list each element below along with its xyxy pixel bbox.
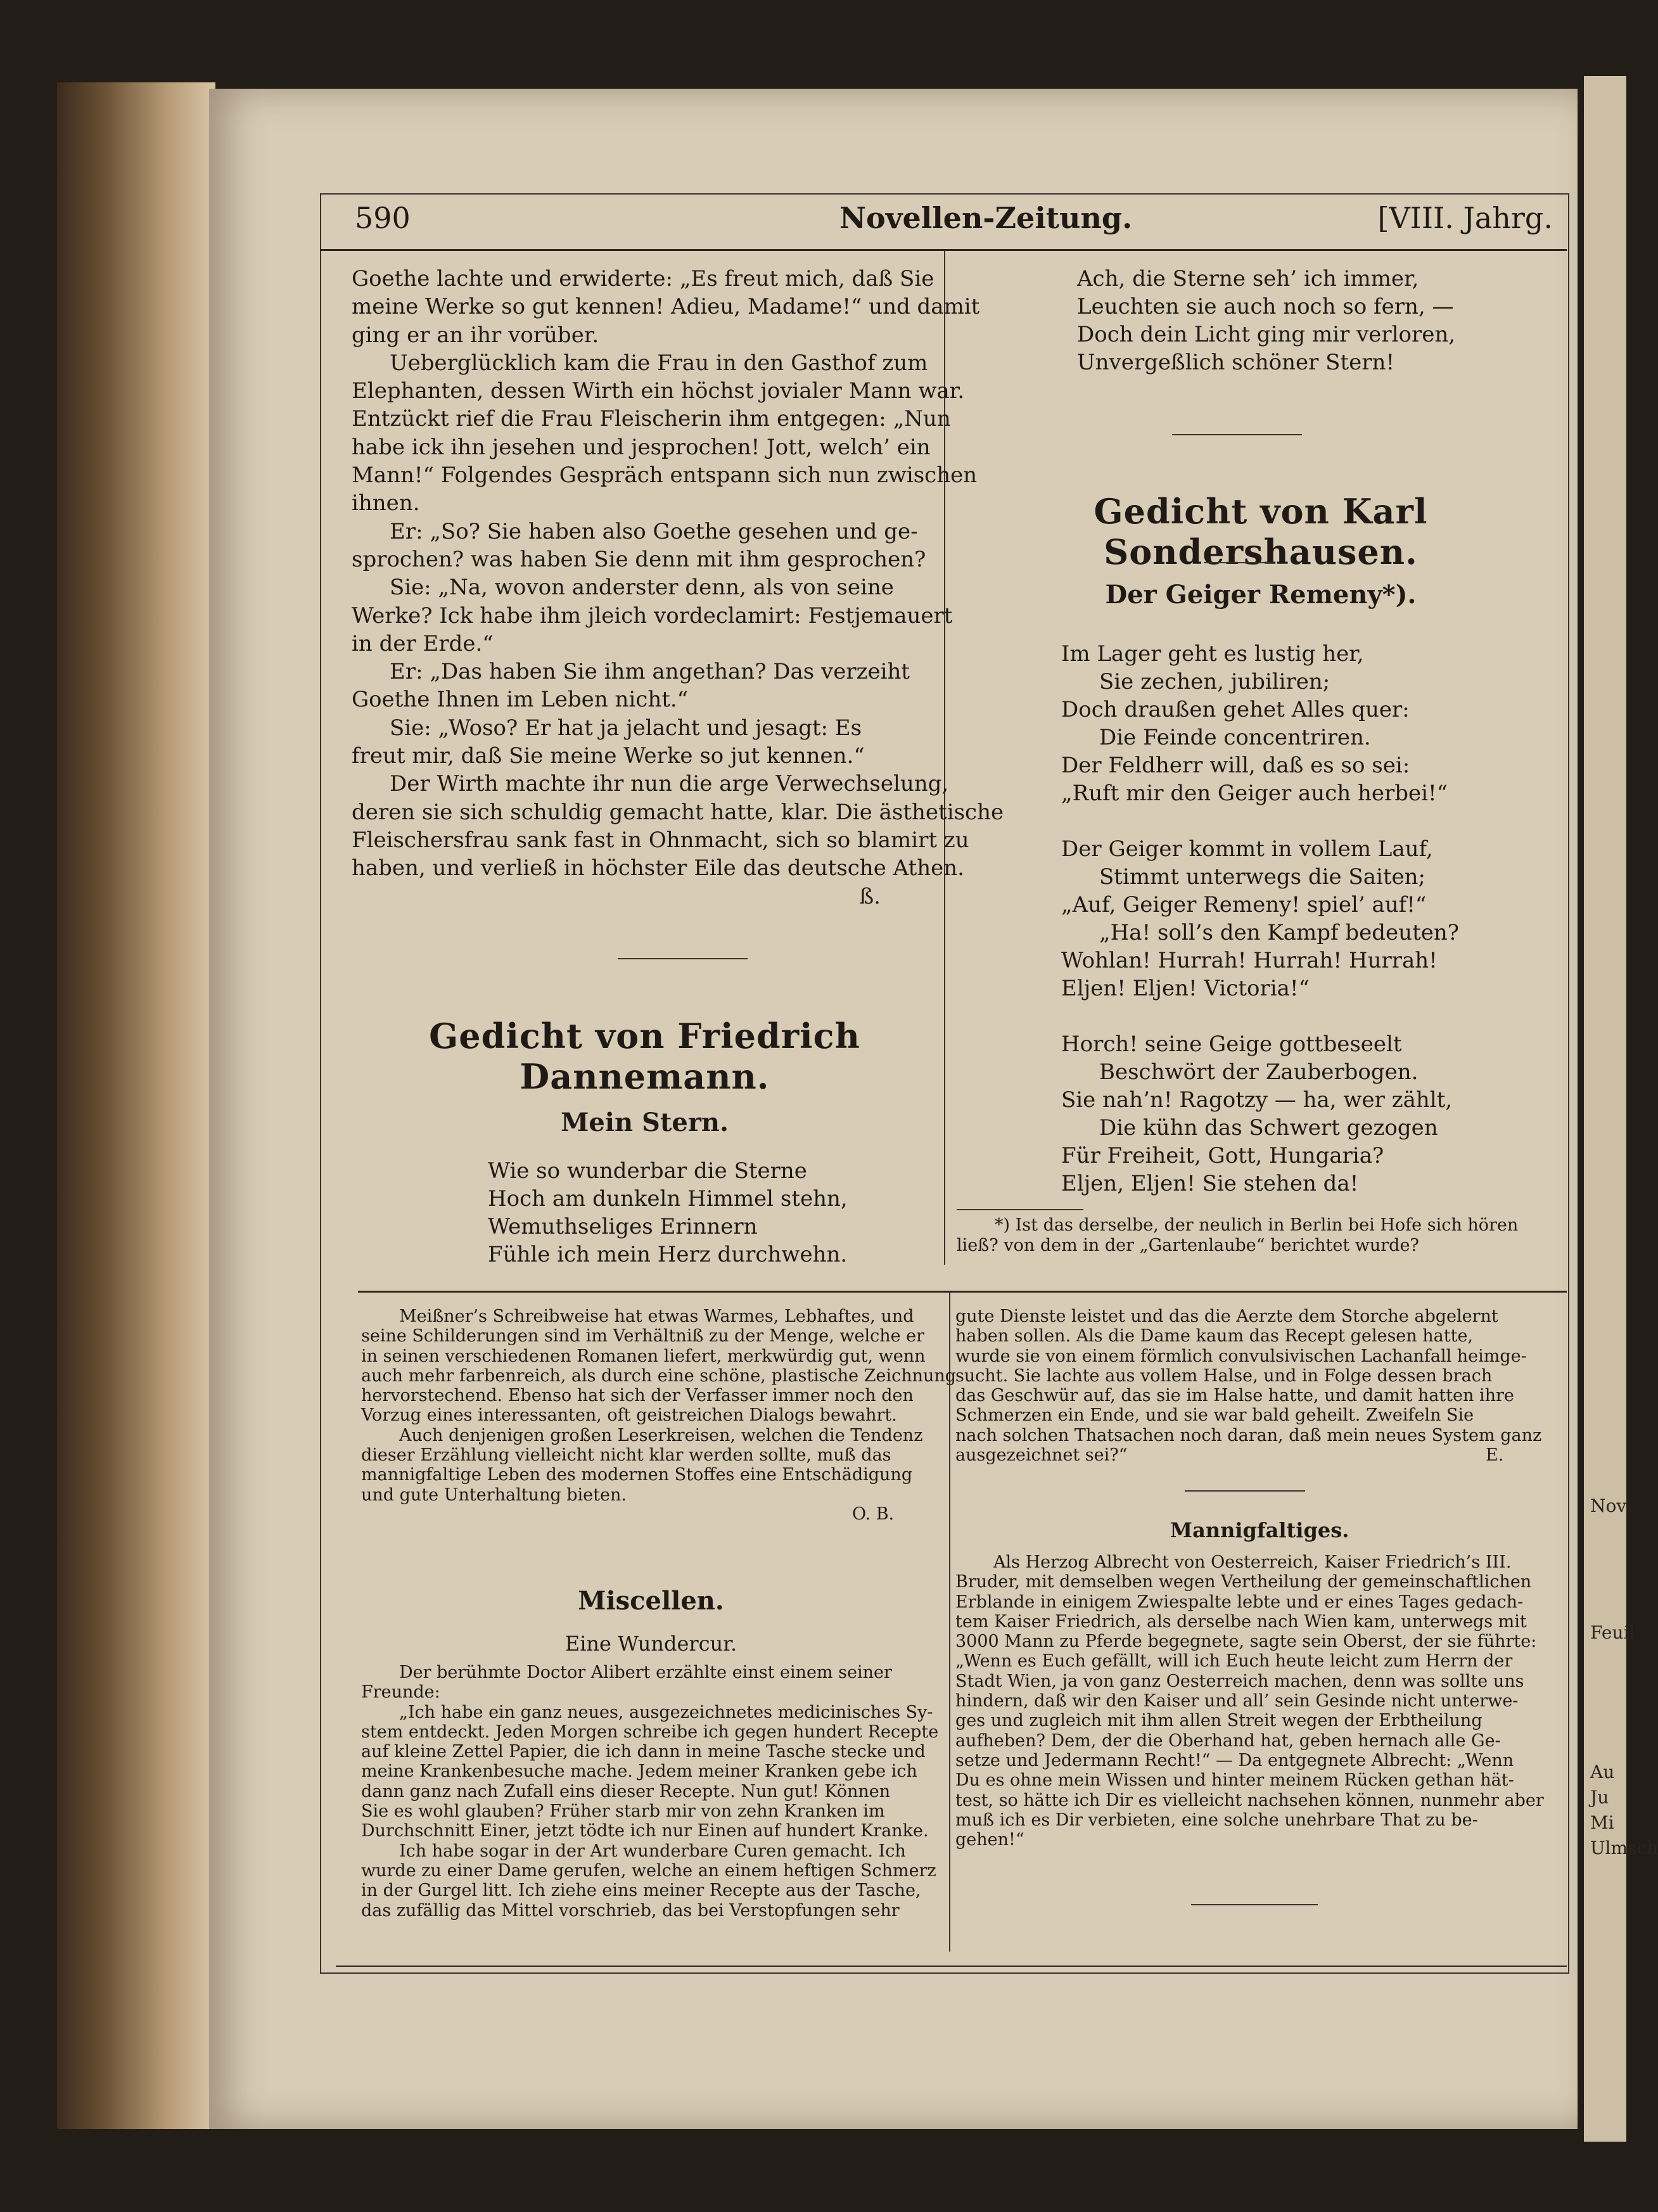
text-line: nach solchen Thatsachen noch daran, daß mein neues System ganz: [955, 1425, 1542, 1445]
text-line: wurde zu einer Dame gerufen, welche an einem heftigen Schmerz: [361, 1860, 936, 1881]
poem-line: Die kühn das Schwert gezogen: [1099, 1115, 1438, 1141]
poem-line: Beschwört der Zauberbogen.: [1099, 1059, 1419, 1085]
poem-line: Leuchten sie auch noch so fern, —: [1077, 294, 1454, 319]
poem-line: Hoch am dunkeln Himmel stehn,: [488, 1186, 848, 1211]
text-line: habe ick ihn jesehen und jesprochen! Jott, welch’ ein: [352, 434, 931, 460]
text-line: stem entdeckt. Jeden Morgen schreibe ich gegen hundert Recepte: [361, 1722, 939, 1742]
text-line: sprochen? was haben Sie denn mit ihm gesprochen?: [352, 546, 926, 572]
text-line: Er: „Das haben Sie ihm angethan? Das verzeiht: [390, 659, 910, 685]
poem-line: Horch! seine Geige gottbeseelt: [1061, 1032, 1402, 1057]
text-line: und gute Unterhaltung bieten.: [361, 1485, 627, 1505]
poem-line: Der Geiger kommt in vollem Lauf,: [1061, 836, 1433, 862]
text-line: Bruder, mit demselben wegen Vertheilung der gemeinschaftlichen: [955, 1572, 1532, 1592]
text-line: freut mir, daß Sie meine Werke so jut kennen.“: [352, 743, 865, 769]
text-line: sucht. Sie lachte aus vollem Halse, und in Folge dessen brach: [955, 1365, 1493, 1386]
poem-line: Wohlan! Hurrah! Hurrah! Hurrah!: [1061, 948, 1438, 973]
continuation-signature: E.: [1486, 1445, 1504, 1465]
sondershausen-subtitle: Der Geiger Remeny*).: [1105, 580, 1417, 610]
text-line: 3000 Mann zu Pferde begegnete, sagte sein Oberst, der sie führte:: [955, 1632, 1537, 1652]
text-line: das zufällig das Mittel vorschrieb, das bei Verstopfungen sehr: [361, 1900, 900, 1921]
text-line: auch mehr farbenreich, als durch eine schöne, plastische Zeichnung: [361, 1365, 957, 1386]
separator: [1191, 1904, 1318, 1905]
poem-stanza: [1061, 1030, 1555, 1198]
text-line: wurde sie von einem förmlich convulsivischen Lachanfall heimge-: [955, 1346, 1527, 1366]
poem-line: Für Freiheit, Gott, Hungaria?: [1061, 1143, 1384, 1168]
poem-line: Unvergeßlich schöner Stern!: [1077, 350, 1395, 375]
text-line: in der Erde.“: [352, 630, 494, 656]
text-line: Vorzug eines interessanten, oft geistreichen Dialogs bewahrt.: [361, 1405, 897, 1426]
text-line: in seinen verschiedenen Romanen liefert, merkwürdig gut, wenn: [361, 1346, 926, 1366]
footnote-rule: [957, 1209, 1083, 1210]
running-header: [320, 193, 1567, 249]
bottom-rule: [336, 1966, 1567, 1967]
footnote: [957, 1215, 1565, 1256]
text-line: Ueberglücklich kam die Frau in den Gasthof zum: [390, 350, 928, 376]
text-line: ging er an ihr vorüber.: [352, 322, 599, 348]
text-line: Sie es wohl glauben? Früher starb mir von zehn Kranken im: [361, 1801, 885, 1822]
text-line: deren sie sich schuldig gemacht hatte, klar. Die ästhetische: [352, 799, 1004, 825]
poem-line: Eljen, Eljen! Sie stehen da!: [1061, 1171, 1359, 1196]
text-line: Der Wirth machte ihr nun die arge Verwechselung,: [390, 771, 949, 797]
text-line: Sie: „Na, wovon anderster denn, als von seine: [390, 575, 894, 601]
text-line: hindern, daß wir den Kaiser und all’ sein Gesinde nicht unterwe-: [955, 1691, 1519, 1711]
text-line: dieser Erzählung vielleicht nicht klar werden sollte, muß das: [361, 1445, 891, 1466]
text-line: in der Gurgel litt. Ich ziehe eins meiner Recepte aus der Tasche,: [361, 1881, 921, 1901]
mannigfaltiges-text: [955, 1552, 1544, 1850]
text-line: Sie: „Woso? Er hat ja jelacht und jesagt: Es: [390, 715, 862, 741]
facing-page-fragment: Feuil: [1590, 1622, 1635, 1643]
book-spine-edge: [57, 82, 215, 2129]
volume-label: [VIII. Jahrg.: [1377, 201, 1553, 235]
text-line: setze und Jedermann Recht!“ — Da entgegnete Albrecht: „Wenn: [955, 1750, 1514, 1770]
facing-page-fragment: Ulmsch: [1590, 1838, 1658, 1858]
text-line: hervorstechend. Ebenso hat sich der Verfasser immer noch den: [361, 1386, 914, 1406]
text-line: aufheben? Dem, der die Oberhand hat, geben hernach alle Ge-: [955, 1730, 1501, 1751]
text-line: das Geschwür auf, das sie im Halse hatte, und damit hatten ihre: [955, 1386, 1514, 1406]
section-divider: [358, 1291, 1567, 1293]
text-line: test, so hätte ich Dir es vielleicht nachsehen können, nunmehr aber: [955, 1790, 1544, 1810]
header-rule: [320, 249, 1567, 251]
signature: ß.: [859, 883, 881, 909]
text-line: seine Schilderungen sind im Verhältniß zu der Menge, welche er: [361, 1326, 925, 1346]
text-line: Der berühmte Doctor Alibert erzählte einst einem seiner: [399, 1663, 892, 1682]
poem-line: Stimmt unterwegs die Saiten;: [1099, 864, 1425, 890]
review-text: [361, 1307, 957, 1505]
poem-line: Ach, die Sterne seh’ ich immer,: [1077, 266, 1419, 291]
poem-line: Sie nah’n! Ragotzy — ha, wer zählt,: [1061, 1087, 1453, 1113]
wundercur-text: [361, 1663, 941, 1921]
poem-line: Die Feinde concentriren.: [1099, 725, 1371, 750]
text-line: Mann!“ Folgendes Gespräch entspann sich nun zwischen: [352, 463, 978, 489]
text-line: dann ganz nach Zufall eins dieser Recepte. Nun gut! Können: [361, 1781, 891, 1801]
text-line: tem Kaiser Friedrich, als derselbe nach Wien kam, unterwegs mit: [955, 1611, 1527, 1632]
poem-line: „Auf, Geiger Remeny! spiel’ auf!“: [1061, 892, 1427, 917]
page-number: 590: [355, 201, 411, 235]
text-line: Ich habe sogar in der Art wunderbare Curen gemacht. Ich: [399, 1841, 906, 1861]
wundercur-continuation: [955, 1307, 1542, 1466]
text-line: Stadt Wien, ja von ganz Oesterreich machen, denn was sollte uns: [955, 1671, 1524, 1691]
text-line: „Wenn es Euch gefällt, will ich Euch heute leicht zum Herrn der: [955, 1651, 1513, 1672]
text-line: Entzückt rief die Frau Fleischerin ihm entgegen: „Nun: [352, 406, 951, 432]
text-line: Elephanten, dessen Wirth ein höchst jovialer Mann war.: [352, 378, 965, 404]
text-line: Freunde:: [361, 1682, 440, 1703]
separator: [618, 958, 748, 959]
dannemann-title: Gedicht von Friedrich Dannemann.: [429, 1016, 860, 1097]
facing-page-fragment: Nov: [1590, 1495, 1627, 1516]
facing-page-fragment: Ju: [1590, 1787, 1609, 1808]
dannemann-subtitle: Mein Stern.: [561, 1108, 729, 1137]
poem-line: „Ha! soll’s den Kampf bedeuten?: [1099, 920, 1459, 945]
separator: [1185, 1490, 1305, 1492]
footnote-line: ließ? von dem in der „Gartenlaube“ berichtet wurde?: [957, 1236, 1419, 1255]
journal-title: Novellen-Zeitung.: [839, 201, 1133, 235]
text-line: meine Werke so gut kennen! Adieu, Madame!“ und damit: [352, 294, 980, 320]
poem-line: „Ruft mir den Geiger auch herbei!“: [1061, 781, 1448, 806]
text-line: Schmerzen ein Ende, und sie war bald geheilt. Zweifeln Sie: [955, 1405, 1474, 1426]
text-line: Goethe Ihnen im Leben nicht.“: [352, 687, 689, 713]
poem-line: Der Feldherr will, daß es so sei:: [1061, 753, 1410, 778]
text-line: gute Dienste leistet und das die Aerzte dem Storche abgelernt: [955, 1307, 1498, 1326]
poem-line: Doch dein Licht ging mir verloren,: [1077, 322, 1456, 347]
poem-line: Fühle ich mein Herz durchwehn.: [488, 1242, 848, 1267]
review-signature: O. B.: [852, 1504, 895, 1524]
text-line: Werke? Ick habe ihm jleich vordeclamirt: Festjemauert: [352, 603, 953, 629]
text-line: „Ich habe ein ganz neues, ausgezeichnetes medicinisches Sy-: [399, 1702, 933, 1722]
poem-line: Doch draußen gehet Alles quer:: [1061, 697, 1410, 722]
poem-line: Wemuthseliges Erinnern: [488, 1214, 758, 1239]
poem-stanza: [1061, 640, 1555, 807]
poem-line: Im Lager geht es lustig her,: [1061, 641, 1364, 667]
text-line: Du es ohne mein Wissen und hinter meinem Rücken gethan hät-: [955, 1770, 1514, 1791]
text-line: Meißner’s Schreibweise hat etwas Warmes, Lebhaftes, und: [399, 1307, 914, 1326]
wundercur-title: Eine Wundercur.: [564, 1632, 737, 1656]
text-line: Fleischersfrau sank fast in Ohnmacht, sich so blamirt zu: [352, 827, 969, 853]
poem-line: Sie zechen, jubiliren;: [1099, 669, 1330, 694]
separator: [1204, 562, 1273, 563]
poem-stanza: [1077, 265, 1559, 376]
text-line: Auch denjenigen großen Leserkreisen, welchen die Tendenz: [399, 1425, 923, 1445]
separator: [1172, 434, 1302, 435]
text-line: Als Herzog Albrecht von Oesterreich, Kaiser Friedrich’s III.: [993, 1552, 1512, 1572]
text-line: ausgezeichnet sei?“: [955, 1445, 1128, 1466]
mannigfaltiges-title: Mannigfaltiges.: [1170, 1518, 1349, 1542]
poem-line: Wie so wunderbar die Sterne: [488, 1158, 807, 1184]
text-line: auf kleine Zettel Papier, die ich dann in meine Tasche stecke und: [361, 1742, 926, 1762]
poem-line: Eljen! Eljen! Victoria!“: [1061, 976, 1310, 1001]
column-divider-bottom: [949, 1293, 950, 1952]
facing-page-fragment: Mi: [1590, 1812, 1614, 1833]
text-line: Er: „So? Sie haben also Goethe gesehen und ge-: [390, 518, 918, 544]
text-line: mannigfaltige Leben des modernen Stoffes eine Entschädigung: [361, 1465, 913, 1485]
text-line: meine Krankenbesuche mache. Jedem meiner Kranken gebe ich: [361, 1761, 917, 1782]
sondershausen-title: Gedicht von Karl Sondershausen.: [1094, 491, 1428, 572]
text-line: gehen!“: [955, 1830, 1024, 1850]
text-line: muß ich es Dir verbieten, eine solche unehrbare That zu be-: [955, 1810, 1478, 1830]
text-line: haben sollen. Als die Dame kaum das Recept gelesen hatte,: [955, 1326, 1474, 1346]
text-line: haben, und verließ in höchster Eile das deutsche Athen.: [352, 855, 964, 881]
goethe-anecdote: [352, 265, 1004, 911]
miscellen-title: Miscellen.: [578, 1586, 724, 1616]
facing-page-fragment: Au: [1590, 1761, 1615, 1782]
text-line: Erblande in einigem Zwiespalte lebte und er eines Tages gedach-: [955, 1592, 1524, 1612]
text-line: Goethe lachte und erwiderte: „Es freut mich, daß Sie: [352, 266, 934, 291]
facing-page-edge: [1584, 76, 1658, 2142]
poem-stanza: [488, 1157, 931, 1269]
poem-stanza: [1061, 835, 1555, 1002]
text-line: ges und zugleich mit ihm allen Streit wegen der Erbtheilung: [955, 1711, 1483, 1731]
footnote-line: *) Ist das derselbe, der neulich in Berlin bei Hofe sich hören: [995, 1215, 1519, 1235]
text-line: Durchschnitt Einer, jetzt tödte ich nur Einen auf hundert Kranke.: [361, 1821, 929, 1841]
text-line: ihnen.: [352, 490, 420, 516]
